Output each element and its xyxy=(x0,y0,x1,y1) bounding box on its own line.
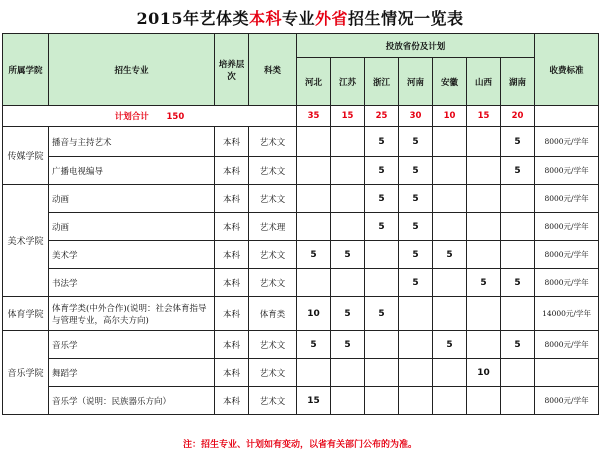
table-row xyxy=(3,387,599,415)
plan-count xyxy=(331,359,365,387)
header-province: 江苏 xyxy=(331,58,365,106)
level-cell: 本科 xyxy=(215,387,249,415)
plan-count: 5 xyxy=(501,157,535,185)
plan-count: 5 xyxy=(433,331,467,359)
plan-count xyxy=(297,185,331,213)
plan-count xyxy=(297,269,331,297)
plan-count xyxy=(331,127,365,157)
plan-count: 5 xyxy=(399,185,433,213)
plan-count xyxy=(433,269,467,297)
header-plan-group: 投放省份及计划 xyxy=(297,34,535,58)
college-name: 传媒学院 xyxy=(3,127,49,185)
header-level: 培养层次 xyxy=(215,34,249,106)
plan-count: 5 xyxy=(399,157,433,185)
plan-count xyxy=(501,359,535,387)
plan-count xyxy=(331,269,365,297)
major-name: 动画 xyxy=(49,185,215,213)
province-total: 30 xyxy=(399,106,433,127)
page-title xyxy=(0,6,600,29)
plan-count: 5 xyxy=(365,213,399,241)
category-cell: 艺术文 xyxy=(249,241,297,269)
college-name: 音乐学院 xyxy=(3,331,49,415)
header-major: 招生专业 xyxy=(49,34,215,106)
plan-total-value: 150 xyxy=(166,112,185,122)
plan-count xyxy=(433,297,467,331)
major-name: 广播电视编导 xyxy=(49,157,215,185)
title-part: 招生情况一览表 xyxy=(348,9,464,28)
plan-count xyxy=(365,387,399,415)
province-total: 35 xyxy=(297,106,331,127)
plan-count xyxy=(467,157,501,185)
plan-count xyxy=(365,331,399,359)
plan-count xyxy=(365,269,399,297)
plan-count: 5 xyxy=(365,157,399,185)
level-cell: 本科 xyxy=(215,127,249,157)
major-name: 音乐学（说明：民族器乐方向） xyxy=(49,387,215,415)
major-name: 体育学类(中外合作)(说明：社会体育指导与管理专业，高尔夫方向) xyxy=(49,297,215,331)
category-cell: 艺术文 xyxy=(249,359,297,387)
category-cell: 艺术文 xyxy=(249,157,297,185)
level-cell: 本科 xyxy=(215,241,249,269)
level-cell: 本科 xyxy=(215,269,249,297)
province-total: 20 xyxy=(501,106,535,127)
plan-count xyxy=(297,359,331,387)
plan-count xyxy=(399,387,433,415)
header-college: 所属学院 xyxy=(3,34,49,106)
plan-count: 5 xyxy=(399,127,433,157)
fee-cell: 8000元/学年 xyxy=(535,241,599,269)
header-category: 科类 xyxy=(249,34,297,106)
college-name: 体育学院 xyxy=(3,297,49,331)
fee-cell: 8000元/学年 xyxy=(535,185,599,213)
plan-count: 5 xyxy=(399,269,433,297)
plan-count: 15 xyxy=(297,387,331,415)
plan-count xyxy=(467,213,501,241)
major-name: 书法学 xyxy=(49,269,215,297)
level-cell: 本科 xyxy=(215,331,249,359)
table-row xyxy=(3,241,599,269)
plan-total-cell xyxy=(3,106,297,127)
plan-count xyxy=(501,185,535,213)
header-province: 山西 xyxy=(467,58,501,106)
plan-count xyxy=(467,127,501,157)
header-province: 河北 xyxy=(297,58,331,106)
plan-count xyxy=(501,387,535,415)
category-cell: 艺术文 xyxy=(249,269,297,297)
plan-count xyxy=(501,241,535,269)
plan-count xyxy=(467,387,501,415)
plan-count xyxy=(297,127,331,157)
title-part: 2015年艺体类 xyxy=(136,9,249,28)
level-cell: 本科 xyxy=(215,359,249,387)
header-province: 河南 xyxy=(399,58,433,106)
table-row xyxy=(3,213,599,241)
plan-count: 5 xyxy=(297,331,331,359)
table-row xyxy=(3,269,599,297)
major-name: 播音与主持艺术 xyxy=(49,127,215,157)
plan-count xyxy=(501,213,535,241)
plan-count xyxy=(399,331,433,359)
province-total: 15 xyxy=(331,106,365,127)
table-row xyxy=(3,127,599,157)
province-total: 10 xyxy=(433,106,467,127)
fee-cell: 8000元/学年 xyxy=(535,269,599,297)
table-row xyxy=(3,331,599,359)
plan-count xyxy=(433,185,467,213)
plan-count xyxy=(331,387,365,415)
level-cell: 本科 xyxy=(215,297,249,331)
plan-count: 5 xyxy=(365,297,399,331)
plan-count xyxy=(467,185,501,213)
plan-count: 5 xyxy=(501,127,535,157)
category-cell: 艺术理 xyxy=(249,213,297,241)
fee-cell: 8000元/学年 xyxy=(535,157,599,185)
plan-count: 5 xyxy=(501,269,535,297)
plan-total-label: 计划合计 xyxy=(114,112,149,122)
fee-cell: 8000元/学年 xyxy=(535,331,599,359)
plan-count xyxy=(467,241,501,269)
plan-count: 5 xyxy=(501,331,535,359)
plan-count: 5 xyxy=(399,213,433,241)
level-cell: 本科 xyxy=(215,213,249,241)
plan-count xyxy=(399,359,433,387)
title-part: 专业 xyxy=(282,9,316,28)
enrollment-table xyxy=(2,33,599,415)
plan-count: 5 xyxy=(365,185,399,213)
plan-count: 5 xyxy=(365,127,399,157)
plan-count xyxy=(433,359,467,387)
plan-count xyxy=(467,297,501,331)
plan-count: 5 xyxy=(399,241,433,269)
category-cell: 艺术文 xyxy=(249,185,297,213)
fee-cell: 8000元/学年 xyxy=(535,127,599,157)
fee-cell: 8000元/学年 xyxy=(535,213,599,241)
table-row xyxy=(3,297,599,331)
fee-cell: 8000元/学年 xyxy=(535,387,599,415)
header-province: 湖南 xyxy=(501,58,535,106)
header-fee: 收费标准 xyxy=(535,34,599,106)
fee-blank xyxy=(535,106,599,127)
plan-count xyxy=(433,127,467,157)
table-row xyxy=(3,157,599,185)
category-cell: 艺术文 xyxy=(249,331,297,359)
major-name: 音乐学 xyxy=(49,331,215,359)
plan-count xyxy=(365,359,399,387)
header-province: 安徽 xyxy=(433,58,467,106)
plan-count xyxy=(433,213,467,241)
major-name: 动画 xyxy=(49,213,215,241)
plan-count: 10 xyxy=(467,359,501,387)
footnote: 注：招生专业、计划如有变动，以省有关部门公布的为准。 xyxy=(182,440,417,450)
level-cell: 本科 xyxy=(215,157,249,185)
college-name: 美术学院 xyxy=(3,185,49,297)
plan-count: 5 xyxy=(433,241,467,269)
plan-count: 5 xyxy=(331,297,365,331)
category-cell: 艺术文 xyxy=(249,387,297,415)
plan-count xyxy=(297,157,331,185)
category-cell: 体育类 xyxy=(249,297,297,331)
plan-count: 10 xyxy=(297,297,331,331)
fee-cell: 14000元/学年 xyxy=(535,297,599,331)
major-name: 美术学 xyxy=(49,241,215,269)
table-row xyxy=(3,185,599,213)
plan-count: 5 xyxy=(467,269,501,297)
title-highlight: 本科 xyxy=(248,9,282,28)
level-cell: 本科 xyxy=(215,185,249,213)
plan-count xyxy=(331,185,365,213)
table-row xyxy=(3,359,599,387)
title-highlight: 外省 xyxy=(315,9,349,28)
province-total: 15 xyxy=(467,106,501,127)
fee-cell xyxy=(535,359,599,387)
plan-count xyxy=(467,331,501,359)
plan-count xyxy=(365,241,399,269)
plan-count xyxy=(331,157,365,185)
major-name: 舞蹈学 xyxy=(49,359,215,387)
plan-count: 5 xyxy=(331,331,365,359)
plan-count xyxy=(331,213,365,241)
plan-count xyxy=(501,297,535,331)
plan-count xyxy=(399,297,433,331)
category-cell: 艺术文 xyxy=(249,127,297,157)
plan-count xyxy=(433,387,467,415)
header-province: 浙江 xyxy=(365,58,399,106)
plan-count xyxy=(433,157,467,185)
province-total: 25 xyxy=(365,106,399,127)
plan-count: 5 xyxy=(331,241,365,269)
plan-count: 5 xyxy=(297,241,331,269)
plan-count xyxy=(297,213,331,241)
